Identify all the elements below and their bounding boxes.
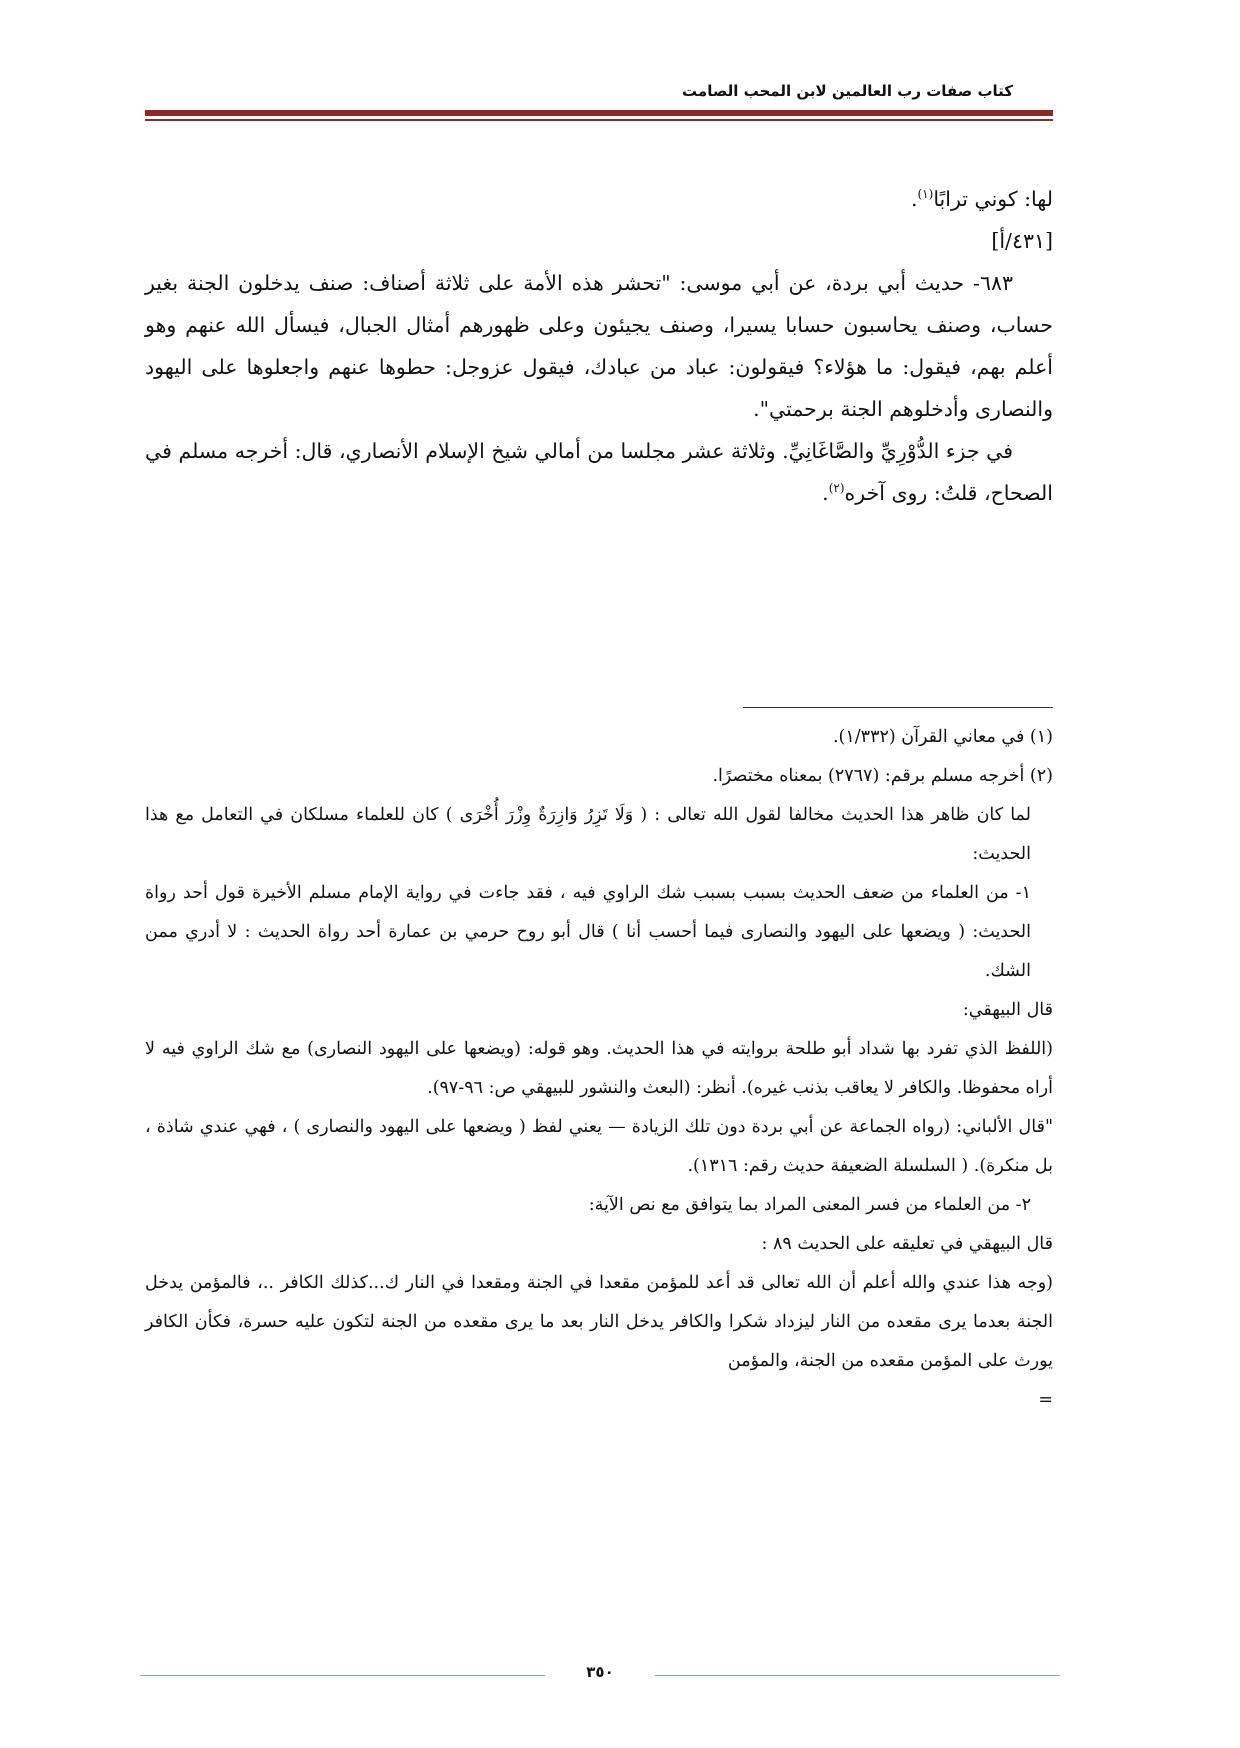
page-number: ٣٥٠: [586, 1663, 614, 1681]
footnote-1: (١) في معاني القرآن (١/٣٣٢).: [832, 727, 1053, 747]
footnote-ref: (١): [917, 187, 934, 202]
footnote-paragraph: (اللفظ الذي تفرد بها شداد أبو طلحة بروايته في هذا الحديث. وهو قوله: (ويضعها على اليهود النصارى) مع شك الراوي فيه لا أراه محفوظا. والكافر لا يعاقب بذنب غيره). أنظر: (البعث والنشور للبيهقي ص: ٩٦-٩٧).: [145, 1039, 1053, 1098]
text-fragment: لها: كوني ترابًا: [933, 187, 1053, 211]
hadith-paragraph: ٦٨٣- حديث أبي بردة، عن أبي موسى: "تحشر هذه الأمة على ثلاثة أصناف: صنف يدخلون الجنة بغير حساب، وصنف يحاسبون حسابا يسيرا، وصنف يجيئون وعلى ظهورهم أمثال الجبال، فيسأل الله عنهم وهو أعلم بهم، فيقول: ما هؤلاء؟ فيقولون: عباد من عبادك، فيقول عزوجل: حطوها عنهم واجعلوها على اليهود والنصارى وأدخلوهم الجنة برحمتي".: [145, 271, 1053, 421]
footnote-ref: (٢): [828, 481, 845, 496]
folio-marker: [٤٣١/أ]: [991, 229, 1053, 253]
header-rule: [145, 110, 1053, 116]
footnote-paragraph: قال البيهقي في تعليقه على الحديث ٨٩ :: [761, 1234, 1053, 1254]
source-text: في جزء الدُّوْرِيِّ والصَّاغَانِيِّ. وثلاثة عشر مجلسا من أمالي شيخ الإسلام الأنصاري، قال: أخرجه مسلم في الصحاح، قلتُ: روى آخره: [145, 439, 1053, 505]
footnotes-section: [145, 718, 1053, 1420]
footnote-paragraph: لما كان ظاهر هذا الحديث مخالفا لقول الله تعالى : ( وَلَا تَزِرُ وَازِرَةٌ وِزْرَ أُخْرَى ) كان للعلماء مسلكان في التعامل مع هذا الحديث:: [145, 805, 1031, 864]
footnote-paragraph: قال البيهقي:: [962, 1000, 1053, 1020]
punctuation: .: [822, 481, 829, 505]
footer-rule: [140, 1675, 545, 1676]
footnote-separator: [743, 707, 1053, 708]
footnote-paragraph: ٢- من العلماء من فسر المعنى المراد بما يتوافق مع نص الآية:: [588, 1195, 1031, 1215]
punctuation: .: [910, 187, 918, 211]
footnote-paragraph: (وجه هذا عندي والله أعلم أن الله تعالى قد أعد للمؤمن مقعدا في الجنة ومقعدا في النار ك...كذلك الكافر ..، فالمؤمن يدخل الجنة بعدما يرى مقعده من النار ليزداد شكرا والكافر يدخل النار بعد ما يرى مقعده من الجنة لتكون عليه حسرة، فكأن الكافر يورث على المؤمن مقعده من الجنة، والمؤمن: [145, 1273, 1053, 1371]
footer-rule: [655, 1675, 1060, 1676]
page-footer: [140, 1665, 1060, 1685]
footnote-paragraph: "قال الألباني: (رواه الجماعة عن أبي بردة دون تلك الزيادة — يعني لفظ ( ويضعها على اليهود والنصارى ) ، فهي عندي شاذة ، بل منكرة). ( السلسلة الضعيفة حديث رقم: ١٣١٦).: [145, 1117, 1053, 1176]
text-line: [145, 178, 1053, 220]
main-text: [145, 178, 1053, 514]
source-paragraph: [145, 430, 1053, 514]
running-header-title: كتاب صفات رب العالمين لابن المحب الصامت: [682, 82, 1013, 100]
footnote-2: (٢) أخرجه مسلم برقم: (٢٧٦٧) بمعناه مختصرًا.: [712, 766, 1053, 786]
footnote-paragraph: ١- من العلماء من ضعف الحديث بسبب بسبب شك الراوي فيه ، فقد جاءت في رواية الإمام مسلم الأخيرة قول أحد رواة الحديث: ( ويضعها على اليهود والنصارى فيما أحسب أنا ) قال أبو روح حرمي بن عمارة أحد رواة الحديث : لا أدري ممن الشك.: [145, 883, 1031, 981]
continuation-mark: =: [1038, 1390, 1053, 1410]
header-rule-thin: [145, 119, 1053, 121]
